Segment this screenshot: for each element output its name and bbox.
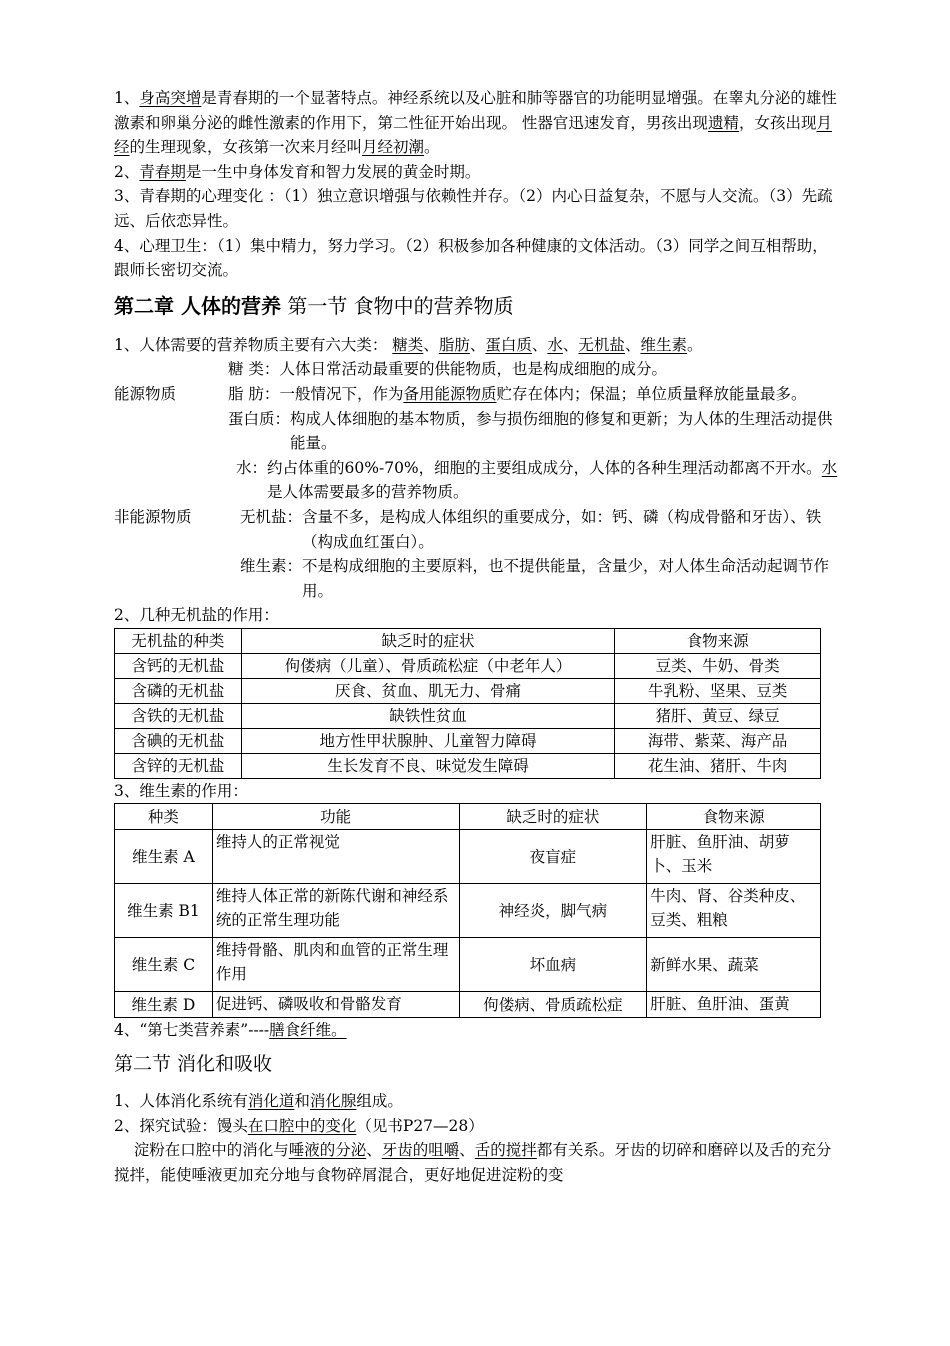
table-cell: 肝脏、鱼肝油、蛋黄 [647, 992, 821, 1018]
column-header: 种类 [115, 804, 213, 830]
text: 。 [424, 138, 440, 157]
term-puberty: 青春期 [139, 162, 186, 181]
table-cell: 牛乳粉、坚果、豆类 [615, 678, 821, 703]
vitamins-heading: 3、维生素的作用： [114, 781, 248, 800]
table-cell: 新鲜水果、蔬菜 [647, 938, 821, 992]
table-cell: 维持人体正常的新陈代谢和神经系统的正常生理功能 [212, 884, 459, 938]
sugar-term: 糖 类： [228, 360, 280, 379]
separator: 、 [469, 335, 486, 354]
separator: 、 [562, 335, 579, 354]
text: 是一生中身体发育和智力发展的黄金时期。 [185, 162, 481, 181]
table-cell: 海带、紫菜、海产品 [615, 728, 821, 753]
vitamin-text: 不是构成细胞的主要原料，也不提供能量，含量少，对人体生命活动起调节作用。 [302, 557, 830, 600]
table-cell: 含碘的无机盐 [115, 728, 242, 753]
mineral-text: 含量不多，是构成人体组织的重要成分，如：钙、磷（构成骨骼和牙齿）、铁（构成血红蛋白）。 [302, 507, 822, 551]
term-spermatorrhea: 遗精 [707, 113, 739, 132]
table-row [115, 703, 821, 728]
puberty-paragraph-4: 4、心理卫生：（1）集中精力，努力学习。（2）积极参加各种健康的文体活动。（3）同学之间互相帮助，跟师长密切交流。 [114, 236, 828, 280]
term-mouth-change: 在口腔中的变化 [247, 1116, 357, 1135]
table-cell: 夜盲症 [459, 830, 647, 884]
text: 和 [294, 1092, 310, 1111]
section-2-title: 第二节 消化和吸收 [114, 1053, 273, 1076]
chapter-heading [114, 289, 840, 323]
text: 是青春期的一个显著特点。神经系统以及心脏和肺等器官的功能明显增强。在睾丸分泌的雄性激素和卵巢分泌的雌性激素的作用下，第二性征开始出现。 性器官迅速发育，男孩出现 [114, 89, 837, 132]
minerals-table [114, 628, 821, 779]
text: 淀粉在口腔中的消化与 [114, 1141, 289, 1160]
table-row [115, 884, 821, 938]
puberty-paragraph-2 [114, 160, 840, 185]
protein-definition [114, 407, 840, 456]
fat-text [279, 382, 840, 407]
text: ，女孩出现 [738, 113, 817, 132]
water-text [267, 456, 840, 505]
table-cell: 生长发育不良、味觉发生障碍 [241, 753, 614, 778]
nutrient-item: 糖类 [392, 335, 424, 354]
table-cell: 佝偻病、骨质疏松症 [459, 992, 647, 1018]
table-cell: 含磷的无机盐 [115, 678, 242, 703]
text: 都有关系。牙齿的切碎和磨碎以及舌的充分搅拌，能使唾液更加充分地与食物碎屑混合，更好地促进淀粉的变 [114, 1141, 832, 1184]
term-teeth-chewing: 牙齿的咀嚼 [381, 1141, 460, 1160]
table-cell: 花生油、猪肝、牛肉 [615, 753, 821, 778]
separator: 、 [531, 335, 548, 354]
term-backup-energy: 备用能源物质 [403, 384, 497, 403]
fat-definition [114, 382, 840, 407]
nutrient-item: 脂肪 [438, 335, 470, 354]
column-header: 缺乏时的症状 [241, 628, 614, 653]
text: 1、人体消化系统有 [114, 1092, 248, 1111]
table-cell: 含钙的无机盐 [115, 653, 242, 678]
column-header: 食物来源 [615, 628, 821, 653]
table-row [115, 992, 821, 1018]
separator: 、 [459, 1141, 475, 1160]
text: 是人体需要最多的营养物质。 [267, 483, 469, 502]
table-row [115, 678, 821, 703]
term-digestive-gland: 消化腺 [309, 1092, 357, 1111]
text: 的生理现象，女孩第一次来月经叫 [129, 138, 363, 157]
water-definition [114, 456, 840, 505]
table-cell: 维生素 D [115, 992, 213, 1018]
vitamins-table [114, 803, 821, 1018]
document-page [114, 86, 840, 1187]
table-cell: 促进钙、磷吸收和骨骼发育 [212, 992, 459, 1018]
term-menstruation: 月经 [114, 113, 832, 157]
energy-nutrients-label: 能源物质 [114, 384, 177, 403]
nutrient-item: 蛋白质 [485, 335, 532, 354]
sugar-definition [114, 357, 840, 382]
vitamin-term: 维生素： [240, 557, 303, 576]
energy-nutrients-group [114, 357, 840, 505]
text: 一般情况下，作为 [279, 384, 404, 403]
table-cell: 厌食、贫血、肌无力、骨痛 [241, 678, 614, 703]
table-row [115, 728, 821, 753]
table-cell: 含铁的无机盐 [115, 703, 242, 728]
term-tongue-stirring: 舌的搅拌 [474, 1141, 537, 1160]
table-cell: 豆类、牛奶、骨类 [615, 653, 821, 678]
puberty-paragraph-1 [114, 86, 840, 160]
term-menarche: 月经初潮 [362, 138, 425, 157]
non-energy-nutrients-group [114, 505, 840, 603]
nutrient-item: 维生素 [640, 335, 687, 354]
term-growth-spurt: 身高突增 [139, 89, 202, 107]
mineral-definition [114, 505, 840, 554]
table-cell: 维生素 A [115, 830, 213, 884]
table-header-row [115, 628, 821, 653]
text: 约占体重的60%-70%，细胞的主要组成成分，人体的各种生理活动都离不开水。 [267, 458, 822, 477]
table-cell: 维持骨骼、肌肉和血管的正常生理作用 [212, 938, 459, 992]
table-row [115, 938, 821, 992]
digestion-paragraph-2 [114, 1114, 840, 1139]
list-number: 1、 [114, 89, 140, 107]
nutrient-item: 无机盐 [578, 335, 625, 354]
list-number: 2、 [114, 162, 140, 181]
column-header: 无机盐的种类 [115, 628, 242, 653]
text: 贮存在体内；保温；单位质量释放能量最多。 [496, 384, 807, 403]
separator: 、 [366, 1141, 382, 1160]
table-cell: 地方性甲状腺肿、儿童智力障碍 [241, 728, 614, 753]
minerals-heading: 2、几种无机盐的作用： [114, 606, 279, 625]
sugar-text: 人体日常活动最重要的供能物质，也是构成细胞的成分。 [279, 360, 667, 379]
table-cell: 维生素 B1 [115, 884, 213, 938]
separator: 、 [624, 335, 641, 354]
table-row [115, 830, 821, 884]
table-cell: 佝偻病（儿童）、骨质疏松症（中老年人） [241, 653, 614, 678]
table-row [115, 753, 821, 778]
nutrient-item: 水 [547, 335, 563, 354]
fat-term: 脂 肪： [228, 384, 280, 403]
text: 组成。 [356, 1092, 403, 1111]
column-header: 缺乏时的症状 [459, 804, 647, 830]
section-title: 第一节 食物中的营养物质 [280, 293, 514, 318]
table-cell: 肝脏、鱼肝油、胡萝卜、玉米 [647, 830, 821, 884]
digestion-paragraph-3 [114, 1138, 840, 1187]
table-cell: 维生素 C [115, 938, 213, 992]
term-dietary-fiber: 膳食纤维。 [269, 1021, 347, 1040]
table-header-row [115, 804, 821, 830]
text: 4、“第七类营养素”---- [114, 1021, 270, 1040]
term-saliva-secretion: 唾液的分泌 [288, 1141, 367, 1160]
text: 。 [686, 335, 703, 354]
protein-term: 蛋白质： [228, 409, 291, 428]
table-cell: 牛肉、肾、谷类种皮、豆类、粗粮 [647, 884, 821, 938]
protein-text: 构成人体细胞的基本物质，参与损伤细胞的修复和更新；为人体的生理活动提供能量。 [290, 409, 833, 453]
table-cell: 坏血病 [459, 938, 647, 992]
non-energy-nutrients-label: 非能源物质 [114, 507, 192, 526]
separator: 、 [423, 335, 439, 354]
water-term: 水： [236, 458, 268, 477]
text: 2、探究试验：馒头 [114, 1116, 248, 1135]
column-header: 食物来源 [647, 804, 821, 830]
dietary-fiber-line [114, 1018, 840, 1043]
column-header: 功能 [212, 804, 459, 830]
table-cell: 含锌的无机盐 [115, 753, 242, 778]
digestion-paragraph-1 [114, 1089, 840, 1114]
table-cell: 猪肝、黄豆、绿豆 [615, 703, 821, 728]
nutrients-intro [114, 333, 840, 358]
table-row [115, 653, 821, 678]
text: 1、人体需要的营养物质主要有六大类： [114, 335, 393, 354]
chapter-title: 第二章 人体的营养 [114, 293, 281, 318]
term-digestive-tract: 消化道 [247, 1092, 295, 1111]
term-water: 水 [821, 458, 838, 477]
mineral-term: 无机盐： [240, 507, 303, 526]
table-cell: 神经炎，脚气病 [459, 884, 647, 938]
puberty-paragraph-3: 3、青春期的心理变化 ：（1）独立意识增强与依赖性并存。（2）内心日益复杂，不愿与人交流。（3）先疏远、后依恋异性。 [114, 187, 833, 230]
vitamin-definition [114, 554, 840, 603]
table-cell: 缺铁性贫血 [241, 703, 614, 728]
table-cell: 维持人的正常视觉 [212, 830, 459, 884]
text: （见书P27—28） [356, 1116, 484, 1135]
